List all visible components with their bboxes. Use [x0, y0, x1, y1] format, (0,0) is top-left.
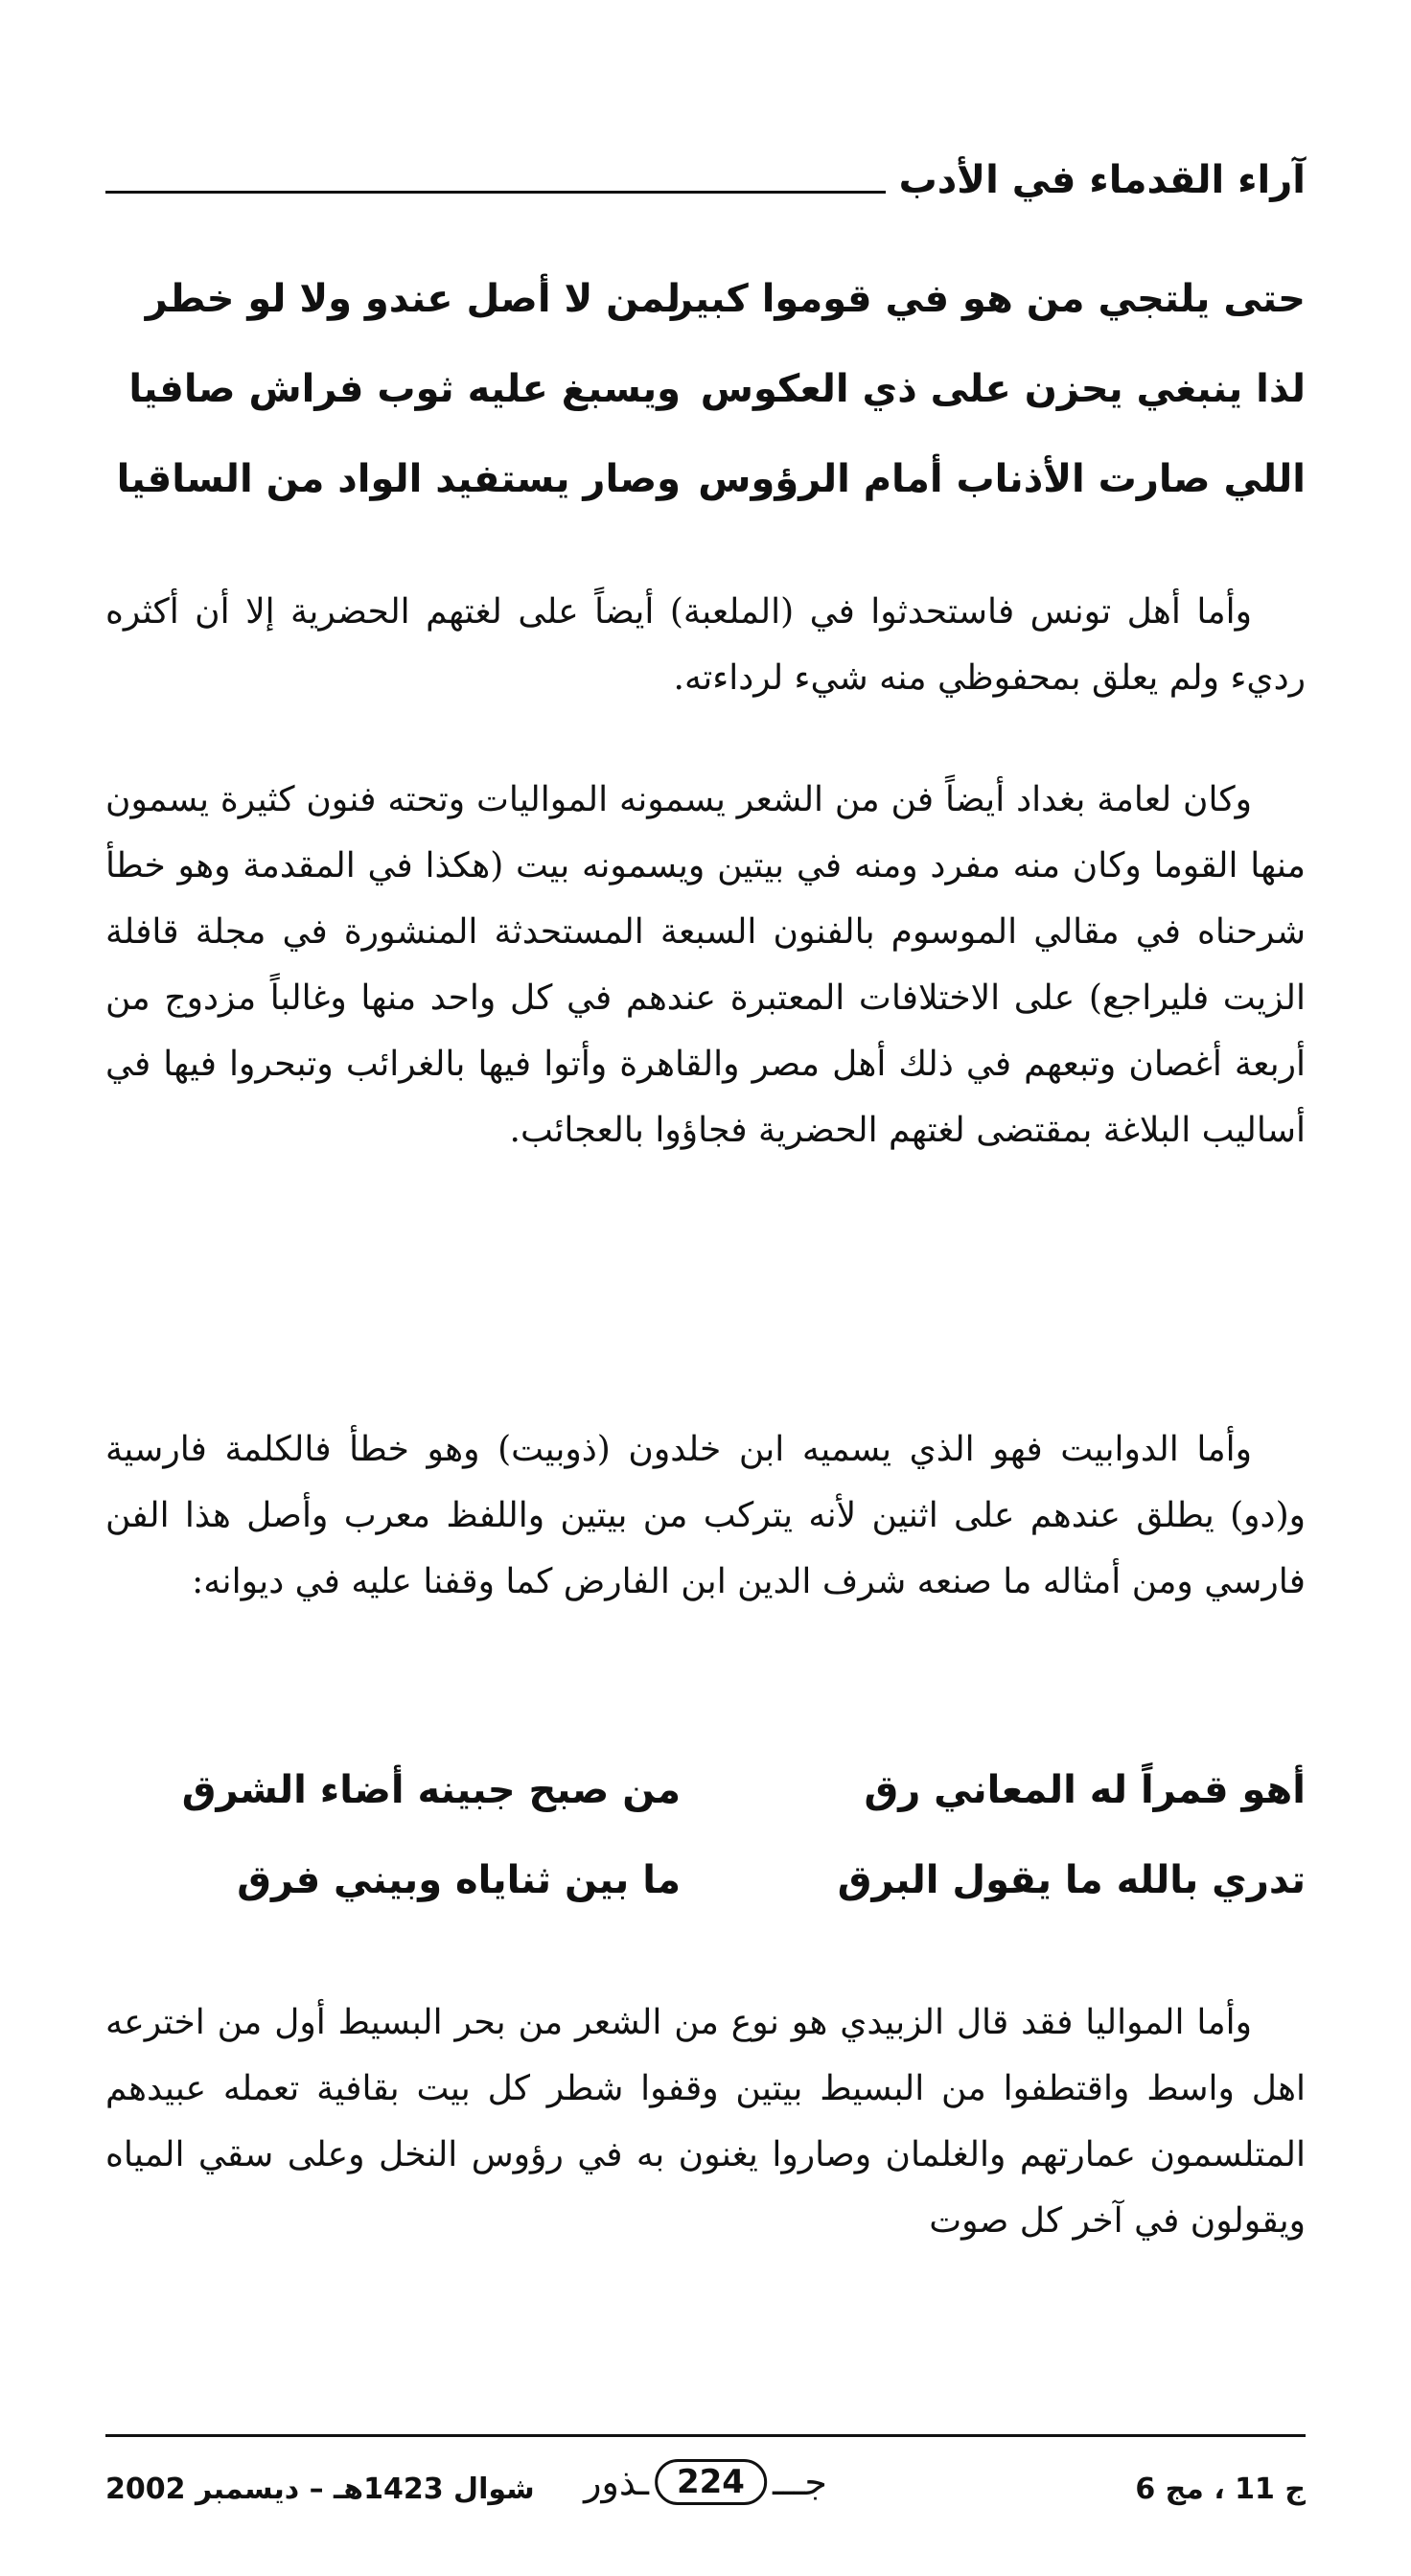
page-footer: [105, 2459, 1306, 2536]
verse-block-2: [105, 1761, 1306, 1909]
verse-hemistich-second: ما بين ثناياه وبيني فرق: [237, 1858, 681, 1902]
paragraph: وأما المواليا فقد قال الزبيدي هو نوع من الشعر من بحر البسيط أول من اخترعه اهل واسط واقتطفوا من البسيط بيتين وقفوا شطر كل بيت بقافية تعمله عبيدهم المتلسمون عمارتهم والغلمان وصاروا يغنون به في رؤوس النخل وعلى سقي المياه ويقولون في آخر كل صوت: [105, 2003, 1307, 2241]
footer-issue: ج 11 ، مج 6: [1135, 2472, 1306, 2506]
verse-hemistich-first: حتى يلتجي من هو في قوموا كبير: [670, 277, 1306, 321]
verse-line: [105, 270, 1306, 328]
verse-hemistich-first: لذا ينبغي يحزن على ذي العكوس: [700, 367, 1306, 411]
verse-line: [105, 1761, 1306, 1819]
verse-hemistich-first: اللي صارت الأذناب أمام الرؤوس: [698, 457, 1306, 501]
paragraph: وأما أهل تونس فاستحدثوا في (الملعبة) أيضاً على لغتهم الحضرية إلا أن أكثره رديء ولم يعلق بمحفوظي منه شيء لرداءته.: [105, 592, 1306, 698]
verse-hemistich-second: وصار يستفيد الواد من الساقيا: [116, 457, 681, 501]
running-head-rule: [105, 191, 886, 194]
verse-hemistich-second: ويسبغ عليه ثوب فراش صافيا: [128, 367, 681, 411]
footer-magazine-name-end: ـذور: [584, 2461, 649, 2503]
footer-date: شوال 1423هـ – ديسمبر 2002: [105, 2472, 535, 2506]
footer-magazine: [584, 2459, 827, 2505]
verse-line: [105, 360, 1306, 418]
verse-line: [105, 450, 1306, 508]
verse-hemistich-second: لمن لا أصل عندو ولا لو خطر: [145, 277, 681, 321]
verse-block-1: [105, 270, 1306, 508]
running-head: [105, 132, 1306, 202]
footer-rule: [105, 2434, 1306, 2437]
paragraph: وأما الدوابيت فهو الذي يسميه ابن خلدون (ذوبيت) وهو خطأ فالكلمة فارسية و(دو) يطلق عندهم على اثنين لأنه يتركب من بيتين واللفظ معرب وأصل هذا الفن فارسي ومن أمثاله ما صنعه شرف الدين ابن الفارض كما وقفنا عليه في ديوانه:: [105, 1430, 1306, 1601]
paragraph: وكان لعامة بغداد أيضاً فن من الشعر يسمونه المواليات وتحته فنون كثيرة يسمون منها القوما وكان منه مفرد ومنه في بيتين ويسمونه بيت (هكذا في المقدمة وهو خطأ شرحناه في مقالي الموسوم بالفنون السبعة المستحدثة المنشورة في مجلة قافلة الزيت فليراجع) على الاختلافات المعتبرة عندهم في كل واحد منها وغالباً مزدوج من أربعة أغصان وتبعهم في ذلك أهل مصر والقاهرة وأتوا فيها بالغرائب وتبحروا فيها في أساليب البلاغة بمقتضى لغتهم الحضرية فجاؤوا بالعجائب.: [105, 780, 1306, 1150]
page-number: 224: [655, 2459, 767, 2505]
footer-magazine-name-start: جـــ: [772, 2461, 827, 2503]
verse-hemistich-first: أهو قمراً له المعاني رق: [864, 1768, 1306, 1812]
verse-line: [105, 1852, 1306, 1909]
verse-hemistich-first: تدري بالله ما يقول البرق: [837, 1858, 1306, 1902]
verse-hemistich-second: من صبح جبينه أضاء الشرق: [181, 1768, 681, 1812]
running-head-title: آراء القدماء في الأدب: [898, 158, 1306, 202]
